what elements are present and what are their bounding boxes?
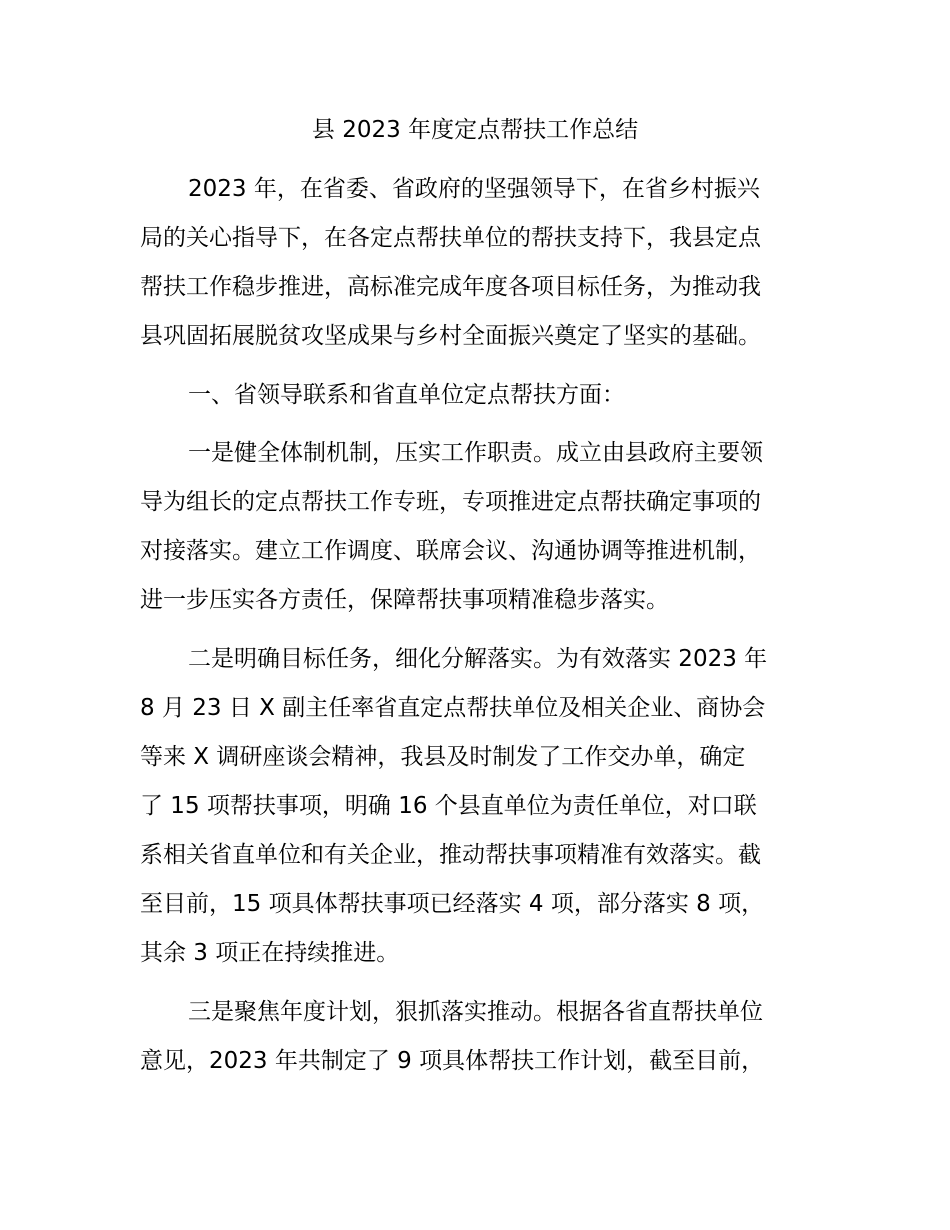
paragraph-line: 县巩固拓展脱贫攻坚成果与乡村全面振兴奠定了坚实的基础。 xyxy=(140,323,761,349)
paragraph-line: 至目前，15 项具体帮扶事项已经落实 4 项，部分落实 8 项， xyxy=(140,891,765,917)
paragraph-line: 进一步压实各方责任，保障帮扶事项精准稳步落实。 xyxy=(140,587,669,613)
paragraph-line: 帮扶工作稳步推进，高标准完成年度各项目标任务，为推动我 xyxy=(140,274,761,300)
paragraph-line: 了 15 项帮扶事项，明确 16 个县直单位为责任单位，对口联 xyxy=(140,793,757,819)
paragraph-line: 8 月 23 日 X 副主任率省直定点帮扶单位及相关企业、商协会 xyxy=(140,695,766,721)
paragraph-line: 导为组长的定点帮扶工作专班，专项推进定点帮扶确定事项的 xyxy=(140,489,761,515)
paragraph-line: 三是聚焦年度计划，狠抓落实推动。根据各省直帮扶单位 xyxy=(188,999,763,1025)
paragraph-line: 其余 3 项正在持续推进。 xyxy=(140,940,400,966)
section-heading: 一、省领导联系和省直单位定点帮扶方面： xyxy=(188,382,625,408)
document-title: 县 2023 年度定点帮扶工作总结 xyxy=(311,117,639,143)
paragraph-line: 对接落实。建立工作调度、联席会议、沟通协调等推进机制， xyxy=(140,538,761,564)
paragraph-line: 局的关心指导下，在各定点帮扶单位的帮扶支持下，我县定点 xyxy=(140,225,761,251)
paragraph-line: 等来 X 调研座谈会精神，我县及时制发了工作交办单，确定 xyxy=(140,744,746,770)
paragraph-line: 系相关省直单位和有关企业，推动帮扶事项精准有效落实。截 xyxy=(140,842,761,868)
paragraph-line: 2023 年，在省委、省政府的坚强领导下，在省乡村振兴 xyxy=(188,176,760,202)
paragraph-line: 一是健全体制机制，压实工作职责。成立由县政府主要领 xyxy=(188,440,763,466)
paragraph-line: 二是明确目标任务，细化分解落实。为有效落实 2023 年 xyxy=(188,646,768,672)
paragraph-line: 意见，2023 年共制定了 9 项具体帮扶工作计划，截至目前， xyxy=(140,1048,765,1074)
